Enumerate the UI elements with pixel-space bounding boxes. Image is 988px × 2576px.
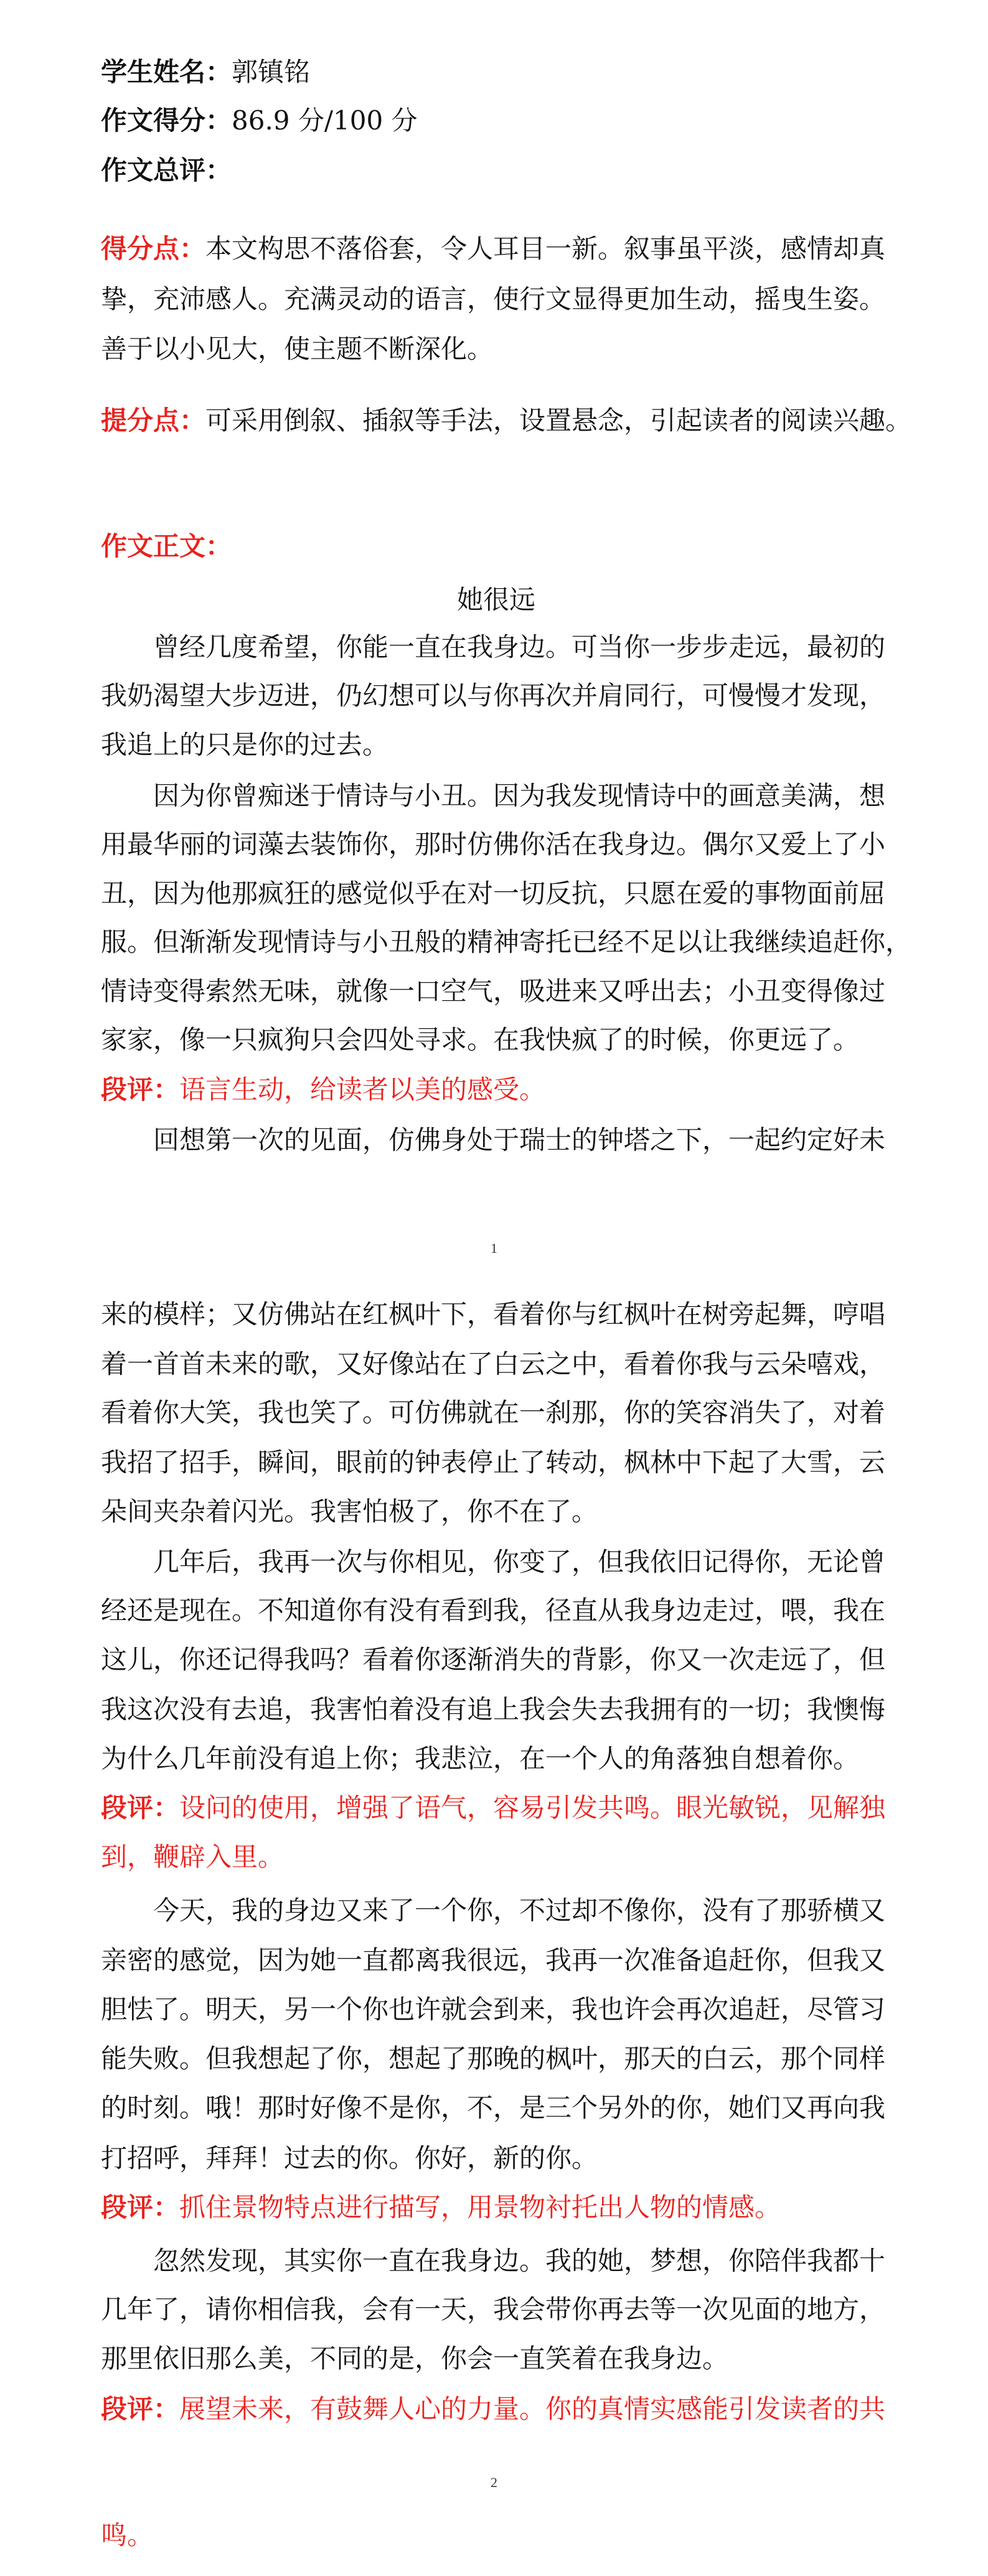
improve-points-label: 提分点：: [101, 405, 206, 436]
paragraph-comment: [101, 1789, 892, 1827]
essay-line: 能失败。但我想起了你，想起了那晚的枫叶，那天的白云，那个同样: [101, 2043, 886, 2074]
essay-line: 情诗变得索然无味，就像一口空气，吸进来又呼出去；小丑变得像过: [101, 976, 886, 1006]
essay-line: 那里依旧那么美，不同的是，你会一直笑着在我身边。: [101, 2343, 729, 2374]
comment-label: 段评：: [101, 1074, 180, 1105]
student-name-row: [101, 54, 892, 91]
essay-line: 几年后，我再一次与你相见，你变了，但我依旧记得你，无论曾: [101, 1547, 886, 1577]
essay-title: 她很远: [456, 584, 535, 615]
essay-body-label: 作文正文：: [101, 531, 232, 561]
essay-line: 几年了，请你相信我，会有一天，我会带你再去等一次见面的地方，: [101, 2294, 886, 2325]
essay-line: 为什么几年前没有追上你；我悲泣，在一个人的角落独自想着你。: [101, 1743, 860, 1774]
comment-label: 段评：: [101, 2192, 180, 2222]
scoring-points-line-2: 挚，充沛感人。充满灵动的语言，使行文显得更加生动，摇曳生姿。: [101, 284, 886, 314]
comment-text: 设问的使用，增强了语气，容易引发共鸣。眼光敏锐，见解独: [179, 1792, 886, 1823]
score-row: [101, 102, 892, 139]
essay-line: 丑，因为他那疯狂的感觉似乎在对一切反抗，只愿在爱的事物面前屈: [101, 878, 886, 909]
improve-points-text: 可采用倒叙、插叙等手法，设置悬念，引起读者的阅读兴趣。: [205, 405, 912, 436]
score-value: 86.9 分/100 分: [232, 105, 418, 136]
paragraph-comment: [101, 2391, 892, 2428]
essay-line: 来的模样；又仿佛站在红枫叶下，看着你与红枫叶在树旁起舞，哼唱: [101, 1299, 886, 1329]
essay-line: 因为你曾痴迷于情诗与小丑。因为我发现情诗中的画意美满，想: [101, 780, 886, 811]
paragraph-comment: [101, 2189, 892, 2226]
essay-line: 亲密的感觉，因为她一直都离我很远，我再一次准备追赶你，但我又: [101, 1945, 886, 1975]
essay-line: 我追上的只是你的过去。: [101, 729, 389, 760]
essay-line: 回想第一次的见面，仿佛身处于瑞士的钟塔之下，一起约定好未: [101, 1125, 886, 1155]
page-number: 2: [491, 2475, 497, 2490]
improve-points-line: [101, 402, 912, 439]
essay-line: 着一首首未来的歌，又好像站在了白云之中，看着你我与云朵嘻戏，: [101, 1349, 886, 1379]
scoring-points-label: 得分点：: [101, 233, 206, 264]
comment-text: 抓住景物特点进行描写，用景物衬托出人物的情感。: [179, 2192, 781, 2222]
essay-line: 我这次没有去追，我害怕着没有追上我会失去我拥有的一切；我懊悔: [101, 1694, 886, 1725]
essay-line: 服。但渐渐发现情诗与小丑般的精神寄托已经不足以让我继续追赶你，: [101, 927, 912, 957]
essay-line: 家家，像一只疯狗只会四处寻求。在我快疯了的时候，你更远了。: [101, 1024, 860, 1055]
paragraph-comment: [101, 1071, 892, 1108]
essay-line: 朵间夹杂着闪光。我害怕极了，你不在了。: [101, 1496, 598, 1527]
essay-line: 这儿，你还记得我吗？看着你逐渐消失的背影，你又一次走远了，但: [101, 1644, 886, 1675]
paragraph-comment-continued: 鸣。: [101, 2520, 154, 2550]
essay-line: 我招了招手，瞬间，眼前的钟表停止了转动，枫林中下起了大雪，云: [101, 1447, 886, 1478]
scoring-points-text: 本文构思不落俗套，令人耳目一新。叙事虽平淡，感情却真: [205, 233, 886, 264]
comment-text: 语言生动，给读者以美的感受。: [179, 1074, 546, 1105]
essay-line: 曾经几度希望，你能一直在我身边。可当你一步步走远，最初的: [101, 632, 886, 662]
score-label: 作文得分：: [101, 105, 232, 136]
essay-line: 打招呼，拜拜！过去的你。你好，新的你。: [101, 2143, 598, 2173]
comment-label: 段评：: [101, 1792, 180, 1823]
student-name-value: 郭镇铭: [232, 57, 311, 87]
essay-line: 今天，我的身边又来了一个你，不过却不像你，没有了那骄横又: [101, 1895, 886, 1926]
comment-text: 展望未来，有鼓舞人心的力量。你的真情实感能引发读者的共: [179, 2394, 886, 2424]
essay-line: 看着你大笑，我也笑了。可仿佛就在一刹那，你的笑容消失了，对着: [101, 1397, 886, 1428]
essay-line: 忽然发现，其实你一直在我身边。我的她，梦想，你陪伴我都十: [101, 2246, 886, 2276]
comment-label: 段评：: [101, 2394, 180, 2424]
essay-line: 用最华丽的词藻去装饰你，那时仿佛你活在我身边。偶尔又爱上了小: [101, 829, 886, 859]
essay-line: 的时刻。哦！那时好像不是你，不，是三个另外的你，她们又再向我: [101, 2092, 886, 2123]
essay-line: 我奶渴望大步迈进，仍幻想可以与你再次并肩同行，可慢慢才发现，: [101, 680, 886, 711]
page-number: 1: [491, 1240, 497, 1256]
essay-line: 经还是现在。不知道你有没有看到我，径直从我身边走过，喂，我在: [101, 1595, 886, 1626]
essay-line: 胆怯了。明天，另一个你也许就会到来，我也许会再次追赶，尽管习: [101, 1994, 886, 2025]
scoring-points-line-1: [101, 230, 892, 268]
paragraph-comment-continued: 到，鞭辟入里。: [101, 1842, 285, 1872]
review-label: 作文总评：: [101, 155, 232, 185]
student-name-label: 学生姓名：: [101, 57, 232, 87]
scoring-points-line-3: 善于以小见大，使主题不断深化。: [101, 334, 494, 364]
